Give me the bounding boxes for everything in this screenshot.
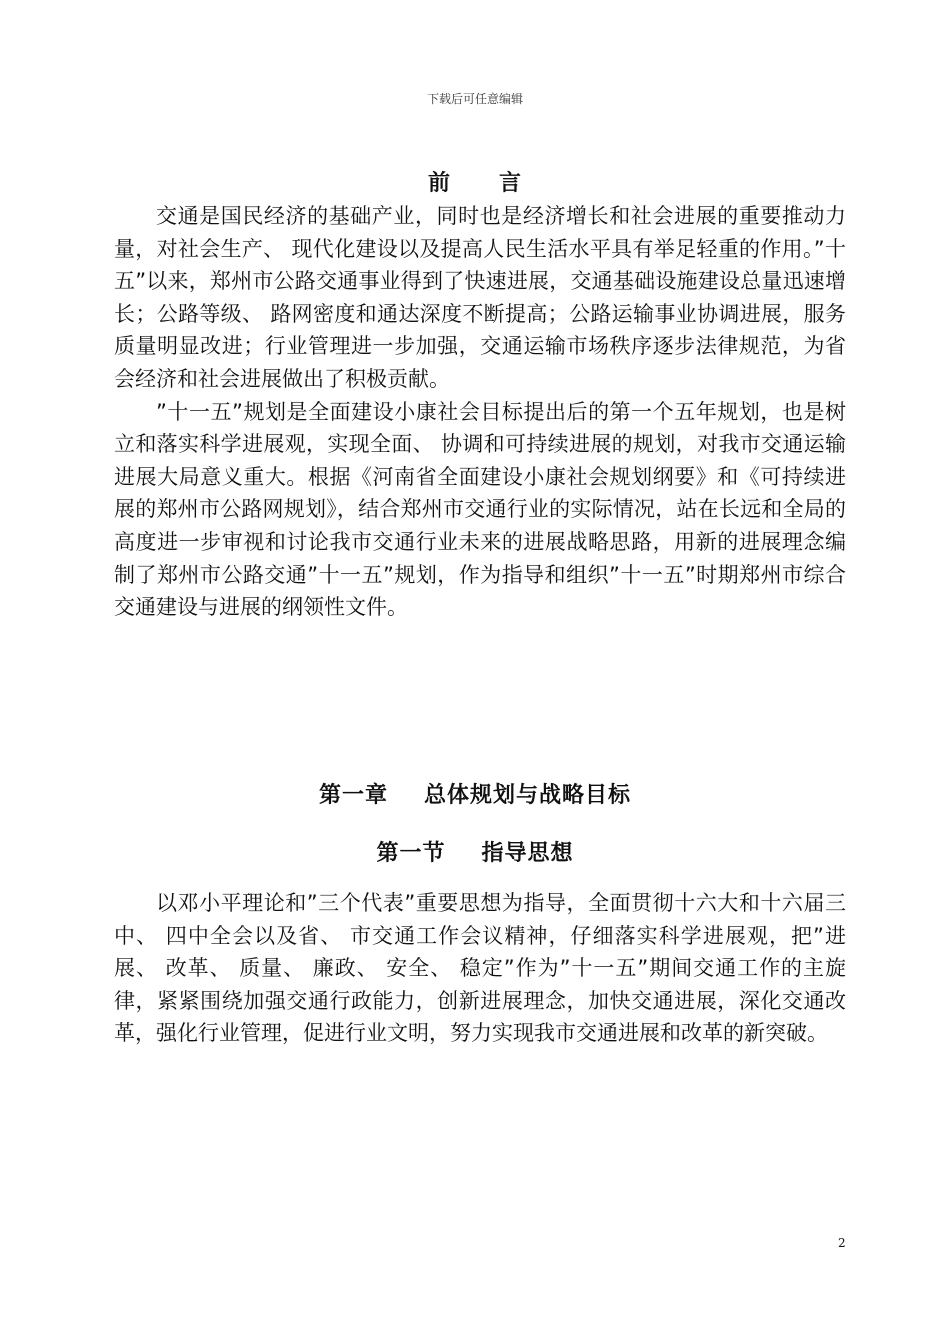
page-number: 2 xyxy=(838,1236,846,1250)
preface-title-b: 言 xyxy=(499,171,523,196)
preface-title xyxy=(0,166,950,197)
section-paragraph: 以邓小平理论和”三个代表”重要思想为指导，全面贯彻十六大和十六届三中、 四中全会以及省、 市交通工作会议精神，仔细落实科学进展观，把”进展、 改革、 质量、 廉政、 安全、 稳定”作为”十一五”期间交通工作的主旋律，紧紧围绕加强交通行政能力，创新进展理念，加快交通进展，深化交通改革，强化行业管理，促进行业文明，努力实现我市交通进展和改革的新突破。 xyxy=(114,891,846,1046)
preface-title-a: 前 xyxy=(427,171,451,196)
chapter-title-number: 第一章 xyxy=(318,783,388,808)
chapter-title-text: 总体规划与战略目标 xyxy=(424,783,632,808)
header-note: 下载后可任意编辑 xyxy=(426,92,523,106)
section-title-text: 指导思想 xyxy=(481,841,574,866)
section-body xyxy=(114,887,846,1050)
section-title-number: 第一节 xyxy=(376,841,446,866)
preface-body xyxy=(114,200,846,624)
preface-paragraph-2: ”十一五”规划是全面建设小康社会目标提出后的第一个五年规划，也是树立和落实科学进展观，实现全面、 协调和可持续进展的规划，对我市交通运输进展大局意义重大。根据《河南省全面建设小康社会规划纲要》和《可持续进展的郑州市公路网规划》，结合郑州市交通行业的实际情况，站在长远和全局的高度进一步审视和讨论我市交通行业未来的进展战略思路，用新的进展理念编制了郑州市公路交通”十一五”规划，作为指导和组织”十一五”时期郑州市综合交通建设与进展的纲领性文件。 xyxy=(114,399,846,620)
section-title xyxy=(0,836,950,867)
chapter-title xyxy=(0,778,950,809)
preface-paragraph-1: 交通是国民经济的基础产业，同时也是经济增长和社会进展的重要推动力量，对社会生产、 现代化建设以及提高人民生活水平具有举足轻重的作用。”十五”以来，郑州市公路交通事业得到了快速进展，交通基础设施建设总量迅速增长；公路等级、 路网密度和通达深度不断提高；公路运输事业协调进展，服务质量明显改进；行业管理进一步加强，交通运输市场秩序逐步法律规范，为省会经济和社会进展做出了积极贡献。 xyxy=(114,204,846,391)
